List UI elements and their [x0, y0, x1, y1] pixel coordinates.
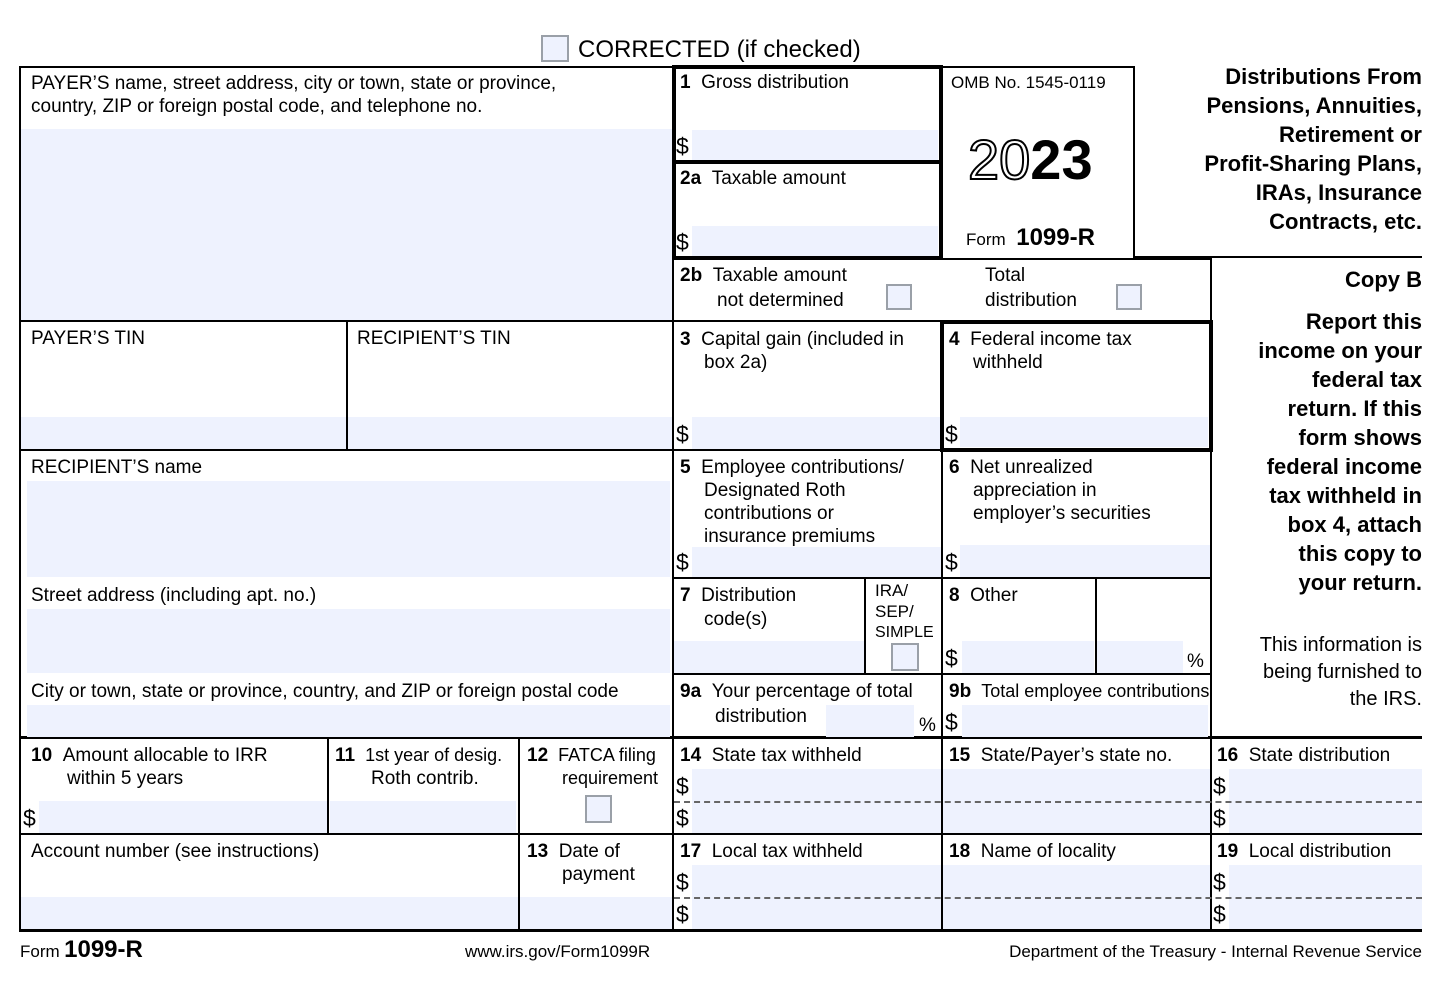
box6-number: 6	[949, 457, 960, 478]
box14-number: 14	[680, 745, 702, 766]
box7-input[interactable]	[674, 641, 864, 673]
corrected-label: CORRECTED (if checked)	[578, 36, 861, 63]
box8-label	[949, 584, 1018, 607]
box19-input-2[interactable]	[1229, 898, 1422, 929]
box1-number: 1	[680, 72, 691, 93]
box4-input[interactable]	[960, 417, 1208, 447]
box2b-text-line1: Taxable amount	[712, 265, 847, 286]
ira-sep-simple-label	[875, 580, 934, 643]
form-title-line: Distributions From	[1225, 64, 1422, 89]
footer-url[interactable]: www.irs.gov/Form1099R	[465, 942, 651, 961]
copy-notice-line: being furnished to	[1262, 661, 1422, 683]
box2a-input[interactable]	[692, 226, 938, 256]
box3-number: 3	[680, 329, 691, 350]
footer-form-name: 1099-R	[64, 936, 143, 963]
box7-text-line1: Distribution	[701, 585, 797, 606]
copy-instruction-line: tax withheld in	[1269, 483, 1422, 508]
ira-sep-line: IRA/	[875, 581, 909, 600]
corrected-checkbox[interactable]	[541, 35, 569, 62]
omb-form-label	[966, 226, 1095, 251]
box9b-label	[949, 680, 1209, 703]
box17-label	[680, 840, 863, 863]
box9a-input[interactable]	[826, 705, 914, 737]
copy-instruction-line: box 4, attach	[1287, 512, 1422, 537]
box18-number: 18	[949, 841, 971, 862]
box15-number: 15	[949, 745, 971, 766]
box2a-number: 2a	[680, 168, 702, 189]
box12-number: 12	[527, 745, 549, 766]
box19-label	[1217, 840, 1391, 863]
payer-tin-label: PAYER’S TIN	[31, 328, 146, 349]
box10-text-line1: Amount allocable to IRR	[62, 745, 268, 766]
box6-label	[949, 456, 1093, 479]
box11-input[interactable]	[330, 801, 516, 833]
box6-text-line3: employer’s securities	[973, 503, 1151, 524]
payer-label-line2: country, ZIP or foreign postal code, and telephone no.	[31, 96, 483, 117]
recipient-name-input[interactable]	[27, 481, 670, 577]
box5-text-line2: Designated Roth	[704, 480, 846, 501]
box2a-currency: $	[676, 229, 689, 255]
box17-text: Local tax withheld	[711, 841, 863, 862]
divider	[864, 577, 866, 673]
box17-number: 17	[680, 841, 702, 862]
box5-number: 5	[680, 457, 691, 478]
box4-text-line1: Federal income tax	[970, 329, 1132, 350]
payer-tin-input[interactable]	[21, 417, 346, 449]
box6-text-line1: Net unrealized	[970, 457, 1093, 478]
copy-instruction-line: this copy to	[1298, 541, 1422, 566]
copy-instruction-line: Report this	[1305, 309, 1422, 334]
box5-input[interactable]	[692, 547, 941, 577]
box2b-text-line2: not determined	[717, 290, 844, 311]
box9a-number: 9a	[680, 681, 702, 702]
box9a-label	[680, 680, 913, 703]
box19-input-1[interactable]	[1229, 865, 1422, 896]
box14-currency-1: $	[676, 773, 689, 799]
box12-text-line1: FATCA filing	[558, 745, 656, 765]
box8-percent-input[interactable]	[1097, 641, 1183, 673]
account-input[interactable]	[21, 897, 518, 929]
divider	[672, 577, 1212, 579]
box9a-text-line2: distribution	[715, 706, 807, 727]
box4-label	[949, 328, 1132, 351]
box3-currency: $	[676, 421, 689, 447]
box18-label	[949, 840, 1116, 863]
box16-input-1[interactable]	[1229, 769, 1422, 800]
box13-input[interactable]	[520, 897, 672, 929]
box2b-label	[680, 264, 847, 287]
box5-text-line4: insurance premiums	[704, 526, 876, 547]
box4-currency: $	[945, 421, 958, 447]
box12-checkbox[interactable]	[585, 795, 612, 823]
box9b-text: Total employee contributions	[981, 681, 1210, 701]
footer-form-prefix: Form	[20, 942, 60, 961]
form-title-line: Profit-Sharing Plans,	[1204, 151, 1422, 176]
tax-year	[968, 130, 1093, 190]
form-title-line: Contracts, etc.	[1269, 209, 1422, 234]
copy-instruction-line: form shows	[1298, 425, 1422, 450]
box4-text-line2: withheld	[973, 352, 1043, 373]
copy-instructions	[1212, 307, 1422, 597]
form-title-line: Retirement or	[1278, 122, 1422, 147]
recipient-name-label: RECIPIENT’S name	[31, 457, 203, 478]
box15-input-2[interactable]	[943, 802, 1210, 833]
box14-text: State tax withheld	[711, 745, 862, 766]
box18-input-2[interactable]	[943, 898, 1210, 929]
box1-text: Gross distribution	[701, 72, 849, 93]
payer-input[interactable]	[24, 132, 672, 320]
tax-year-bold: 23	[1030, 128, 1093, 191]
box10-number: 10	[31, 745, 53, 766]
box9a-text-line1: Your percentage of total	[711, 681, 913, 702]
box19-currency-1: $	[1213, 869, 1226, 895]
box16-text: State distribution	[1248, 745, 1391, 766]
local-row-divider	[674, 897, 1422, 899]
box5-text-line1: Employee contributions/	[701, 457, 904, 478]
box17-currency-2: $	[676, 901, 689, 927]
total-distribution-line2: distribution	[985, 290, 1077, 311]
total-distribution-checkbox[interactable]	[1116, 284, 1142, 310]
form-title	[1122, 62, 1422, 236]
copy-notice-line: This information is	[1259, 634, 1422, 656]
box16-input-2[interactable]	[1229, 802, 1422, 833]
city-input[interactable]	[27, 705, 670, 737]
box7-label	[680, 584, 796, 607]
box9b-currency: $	[945, 709, 958, 735]
form-title-line: IRAs, Insurance	[1255, 180, 1422, 205]
box18-input-1[interactable]	[943, 865, 1210, 896]
copy-instruction-line: federal income	[1266, 454, 1422, 479]
box16-label	[1217, 744, 1390, 767]
form-title-line: Pensions, Annuities,	[1206, 93, 1422, 118]
footer-form-label	[20, 936, 143, 964]
box2a-label	[680, 167, 846, 190]
box13-text-line2: payment	[562, 864, 635, 885]
form-top-border	[19, 66, 1135, 68]
street-input[interactable]	[27, 609, 670, 673]
footer-agency: Department of the Treasury - Internal Revenue Service	[1009, 942, 1422, 961]
ira-sep-simple-checkbox[interactable]	[891, 643, 919, 671]
box14-label	[680, 744, 862, 767]
city-label: City or town, state or province, country, and ZIP or foreign postal code	[31, 681, 619, 702]
account-label: Account number (see instructions)	[31, 841, 320, 862]
box2a-text: Taxable amount	[711, 168, 846, 189]
box19-text: Local distribution	[1248, 841, 1392, 862]
copy-instruction-line: your return.	[1298, 570, 1422, 595]
box1-label	[680, 71, 849, 94]
ira-sep-line: SEP/	[875, 602, 914, 621]
copy-notice	[1212, 632, 1422, 713]
box19-number: 19	[1217, 841, 1239, 862]
box8-input[interactable]	[962, 641, 1094, 673]
box10-currency: $	[23, 805, 36, 831]
box11-text-line1: 1st year of desig.	[365, 745, 503, 765]
tax-year-outline: 20	[968, 128, 1031, 191]
box5-currency: $	[676, 549, 689, 575]
box4-number: 4	[949, 329, 960, 350]
box17-input-1[interactable]	[692, 865, 941, 896]
box15-text: State/Payer’s state no.	[980, 745, 1173, 766]
box15-input-1[interactable]	[943, 769, 1210, 800]
box11-number: 11	[335, 745, 356, 766]
box13-label	[527, 840, 620, 863]
box10-text-line2: within 5 years	[67, 768, 184, 789]
box6-currency: $	[945, 549, 958, 575]
box10-label	[31, 744, 268, 767]
box11-label	[335, 744, 502, 767]
box16-currency-2: $	[1213, 805, 1226, 831]
recipient-tin-label: RECIPIENT’S TIN	[357, 328, 511, 349]
box14-currency-2: $	[676, 805, 689, 831]
copy-title: Copy B	[1345, 267, 1422, 292]
box5-text-line3: contributions or	[704, 503, 834, 524]
box12-text-line2: requirement	[562, 768, 659, 788]
ira-sep-line: SIMPLE	[875, 624, 934, 641]
box9b-input[interactable]	[962, 705, 1208, 737]
box15-label	[949, 744, 1172, 767]
box10-input[interactable]	[39, 801, 327, 833]
omb-number: OMB No. 1545-0119	[951, 73, 1106, 92]
box2b-checkbox[interactable]	[886, 284, 912, 310]
box3-input[interactable]	[692, 417, 941, 449]
box2b-number: 2b	[680, 265, 703, 286]
box3-label	[680, 328, 904, 351]
box7-number: 7	[680, 585, 691, 606]
box14-input-2[interactable]	[692, 802, 941, 833]
divider	[327, 737, 329, 833]
box16-currency-1: $	[1213, 773, 1226, 799]
box8-number: 8	[949, 585, 960, 606]
omb-form-name: 1099-R	[1016, 224, 1095, 251]
omb-form-prefix: Form	[966, 230, 1006, 249]
copy-instruction-line: return. If this	[1287, 396, 1422, 421]
payer-label-line1: PAYER’S name, street address, city or town, state or province,	[31, 73, 557, 94]
box6-input[interactable]	[960, 545, 1210, 577]
box16-number: 16	[1217, 745, 1239, 766]
divider	[19, 833, 1422, 835]
state-row-divider	[674, 801, 1422, 803]
copy-instruction-line: income on your	[1258, 338, 1422, 363]
box1-currency: $	[676, 133, 689, 159]
box18-text: Name of locality	[980, 841, 1116, 862]
box13-text-line1: Date of	[558, 841, 620, 862]
box14-input-1[interactable]	[692, 769, 941, 800]
recipient-tin-input[interactable]	[348, 417, 672, 449]
box5-label	[680, 456, 904, 479]
box17-input-2[interactable]	[692, 898, 941, 929]
box8-currency: $	[945, 645, 958, 671]
box12-label	[527, 744, 656, 767]
copy-notice-line: the IRS.	[1349, 688, 1422, 710]
street-label: Street address (including apt. no.)	[31, 585, 317, 606]
box3-text-line2: box 2a)	[704, 352, 768, 373]
box6-text-line2: appreciation in	[973, 480, 1097, 501]
box7-text-line2: code(s)	[704, 609, 768, 630]
total-distribution-line1: Total	[985, 265, 1026, 286]
box8-percent-symbol: %	[1187, 651, 1204, 672]
box13-number: 13	[527, 841, 549, 862]
box9a-percent-symbol: %	[919, 715, 936, 736]
box9b-number: 9b	[949, 681, 972, 702]
box17-currency-1: $	[676, 869, 689, 895]
box1-input[interactable]	[692, 130, 938, 160]
box19-currency-2: $	[1213, 901, 1226, 927]
divider	[672, 673, 1212, 675]
copy-instruction-line: federal tax	[1311, 367, 1422, 392]
box8-text: Other	[970, 585, 1018, 606]
box11-text-line2: Roth contrib.	[371, 768, 479, 789]
box3-text-line1: Capital gain (included in	[701, 329, 904, 350]
